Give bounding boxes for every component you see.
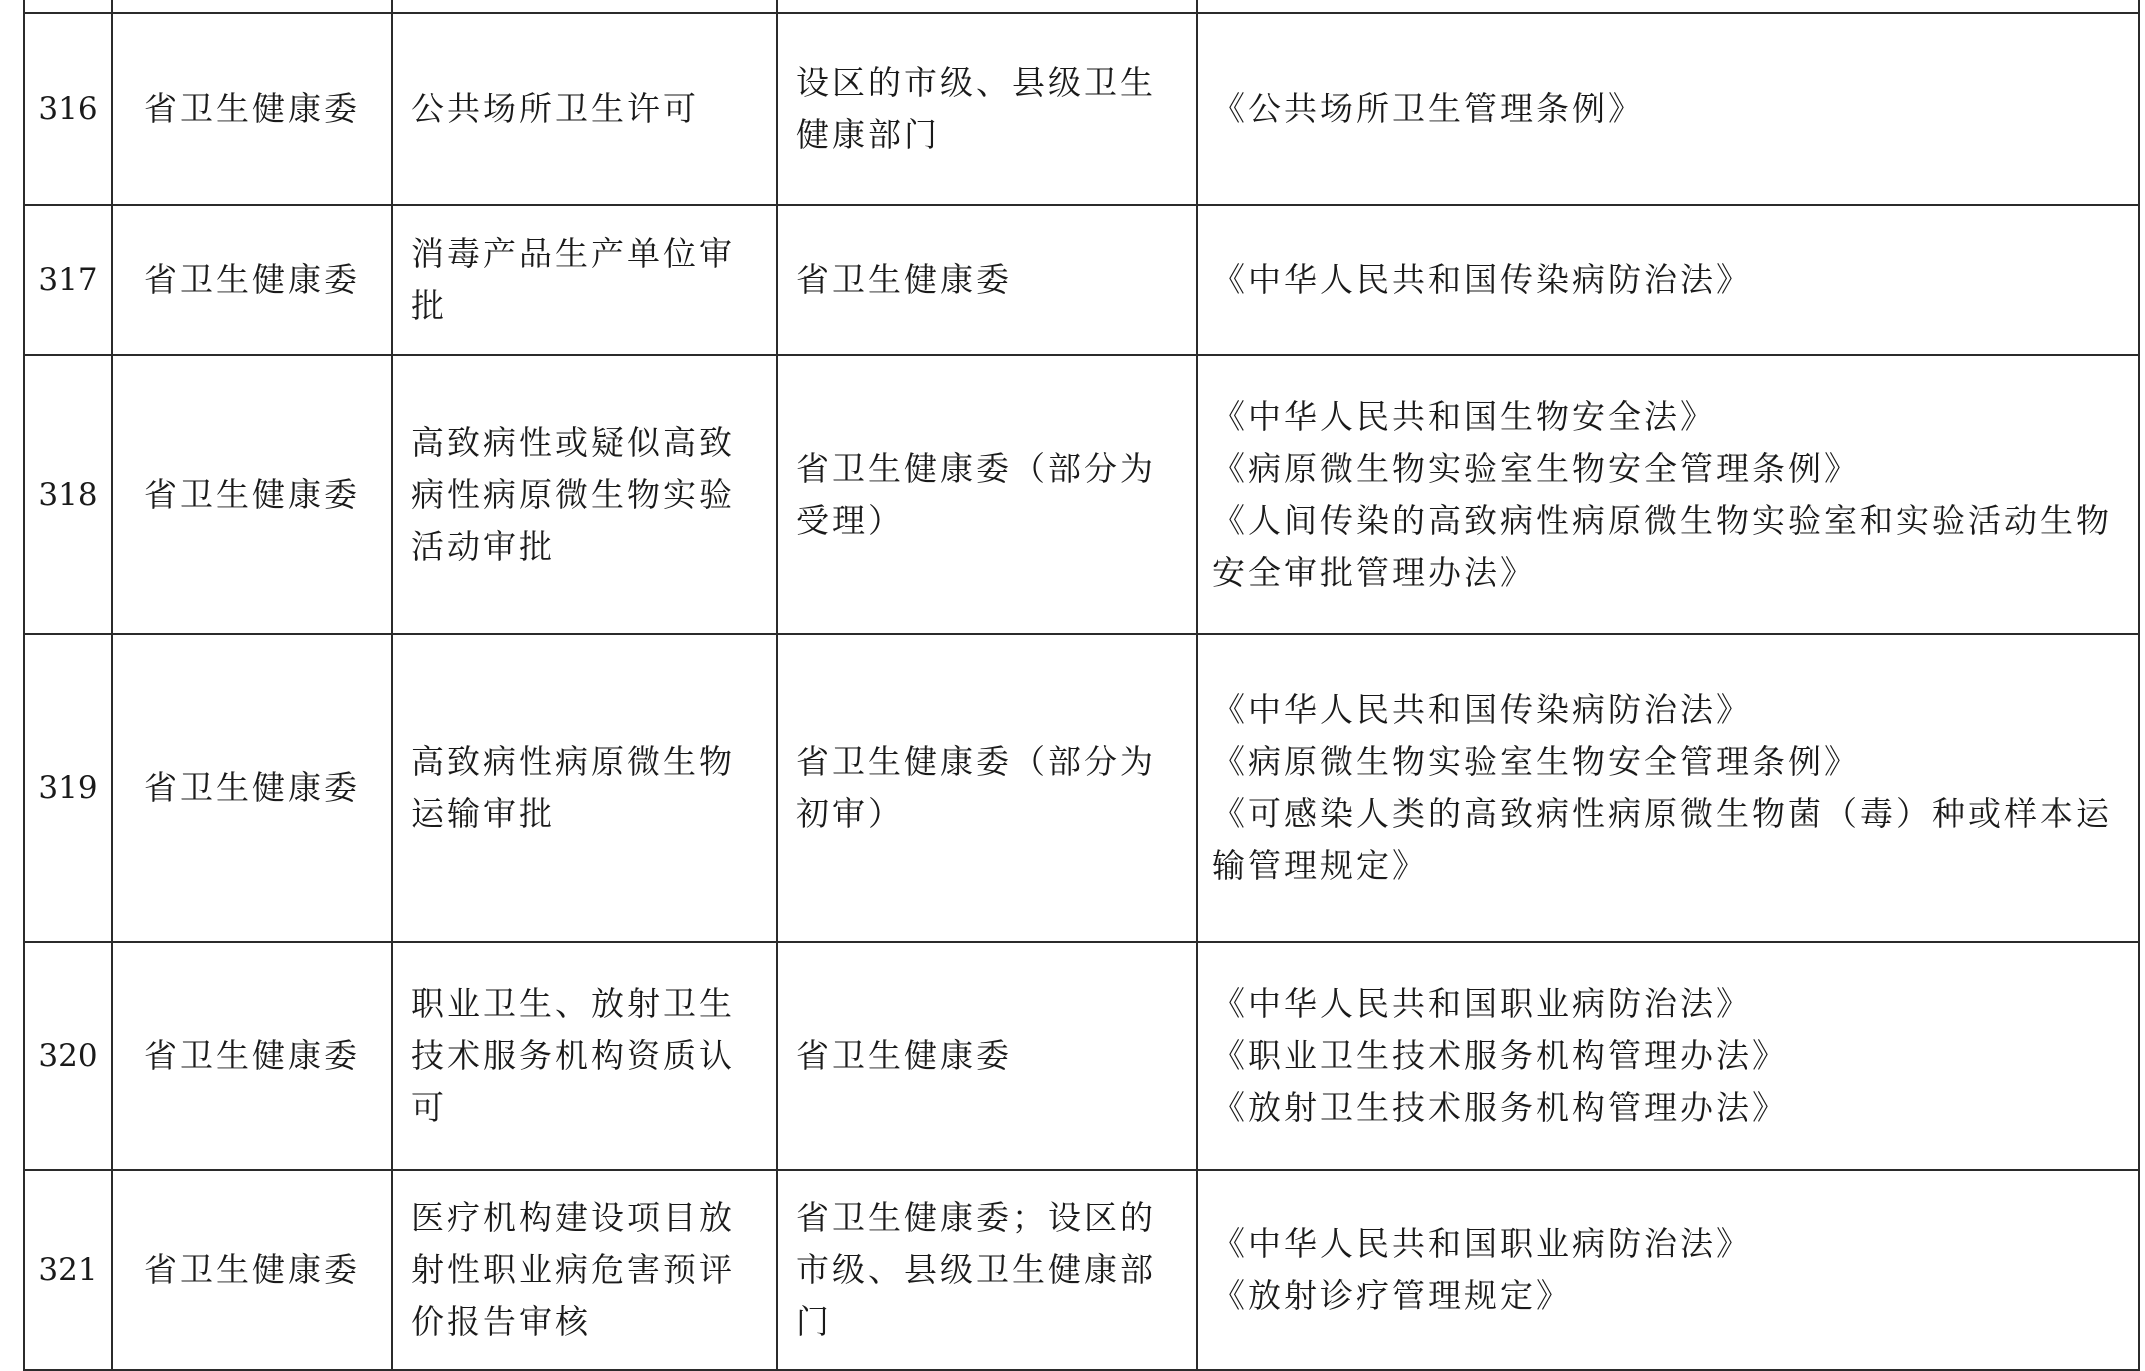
legal-basis-line: 《可感染人类的高致病性病原微生物菌（毒）种或样本运输管理规定》 <box>1212 794 2112 885</box>
legal-basis <box>1197 355 2139 634</box>
row-number: 317 <box>24 205 112 355</box>
cell-empty <box>112 0 392 13</box>
approval-item: 职业卫生、放射卫生技术服务机构资质认可 <box>392 942 777 1170</box>
legal-basis-line: 《放射诊疗管理规定》 <box>1212 1276 1572 1315</box>
department: 省卫生健康委 <box>112 1170 392 1370</box>
table-row <box>24 205 2139 355</box>
legal-basis-line: 《中华人民共和国传染病防治法》 <box>1212 690 1752 729</box>
row-number: 318 <box>24 355 112 634</box>
legal-basis-line: 《公共场所卫生管理条例》 <box>1212 89 1644 128</box>
implementing-authority: 设区的市级、县级卫生健康部门 <box>777 13 1197 205</box>
legal-basis-line: 《中华人民共和国传染病防治法》 <box>1212 260 1752 299</box>
implementing-authority: 省卫生健康委；设区的市级、县级卫生健康部门 <box>777 1170 1197 1370</box>
legal-basis-line: 《职业卫生技术服务机构管理办法》 <box>1212 1036 1788 1075</box>
cell-empty <box>1197 0 2139 13</box>
department: 省卫生健康委 <box>112 13 392 205</box>
approval-item: 高致病性病原微生物运输审批 <box>392 634 777 942</box>
approval-item: 消毒产品生产单位审批 <box>392 205 777 355</box>
table-row-top-fragment <box>24 0 2139 13</box>
table-row <box>24 942 2139 1170</box>
table-row <box>24 13 2139 205</box>
implementing-authority: 省卫生健康委 <box>777 205 1197 355</box>
cell-empty <box>777 0 1197 13</box>
approval-item: 医疗机构建设项目放射性职业病危害预评价报告审核 <box>392 1170 777 1370</box>
table-row <box>24 634 2139 942</box>
implementing-authority: 省卫生健康委（部分为初审） <box>777 634 1197 942</box>
cell-empty <box>392 0 777 13</box>
department: 省卫生健康委 <box>112 355 392 634</box>
department: 省卫生健康委 <box>112 634 392 942</box>
legal-basis-line: 《病原微生物实验室生物安全管理条例》 <box>1212 448 1860 488</box>
implementing-authority: 省卫生健康委（部分为受理） <box>777 355 1197 634</box>
approval-item: 公共场所卫生许可 <box>392 13 777 205</box>
legal-basis-line: 《放射卫生技术服务机构管理办法》 <box>1212 1088 1788 1127</box>
legal-basis-line: 《中华人民共和国职业病防治法》 <box>1212 984 1752 1023</box>
legal-basis <box>1197 1170 2139 1370</box>
row-number: 319 <box>24 634 112 942</box>
department: 省卫生健康委 <box>112 942 392 1170</box>
legal-basis-line: 《中华人民共和国生物安全法》 <box>1212 396 1716 436</box>
legal-basis-line: 《病原微生物实验室生物安全管理条例》 <box>1212 742 1860 781</box>
legal-basis <box>1197 942 2139 1170</box>
legal-basis-line: 《中华人民共和国职业病防治法》 <box>1212 1224 1752 1263</box>
implementing-authority: 省卫生健康委 <box>777 942 1197 1170</box>
row-number: 321 <box>24 1170 112 1370</box>
approval-items-table <box>23 0 2140 1371</box>
cell-empty <box>24 0 112 13</box>
legal-basis <box>1197 205 2139 355</box>
table-row <box>24 1170 2139 1370</box>
row-number: 316 <box>24 13 112 205</box>
legal-basis <box>1197 13 2139 205</box>
row-number: 320 <box>24 942 112 1170</box>
approval-item: 高致病性或疑似高致病性病原微生物实验活动审批 <box>392 355 777 634</box>
legal-basis-line: 《人间传染的高致病性病原微生物实验室和实验活动生物安全审批管理办法》 <box>1212 500 2112 592</box>
table-row <box>24 355 2139 634</box>
department: 省卫生健康委 <box>112 205 392 355</box>
legal-basis <box>1197 634 2139 942</box>
